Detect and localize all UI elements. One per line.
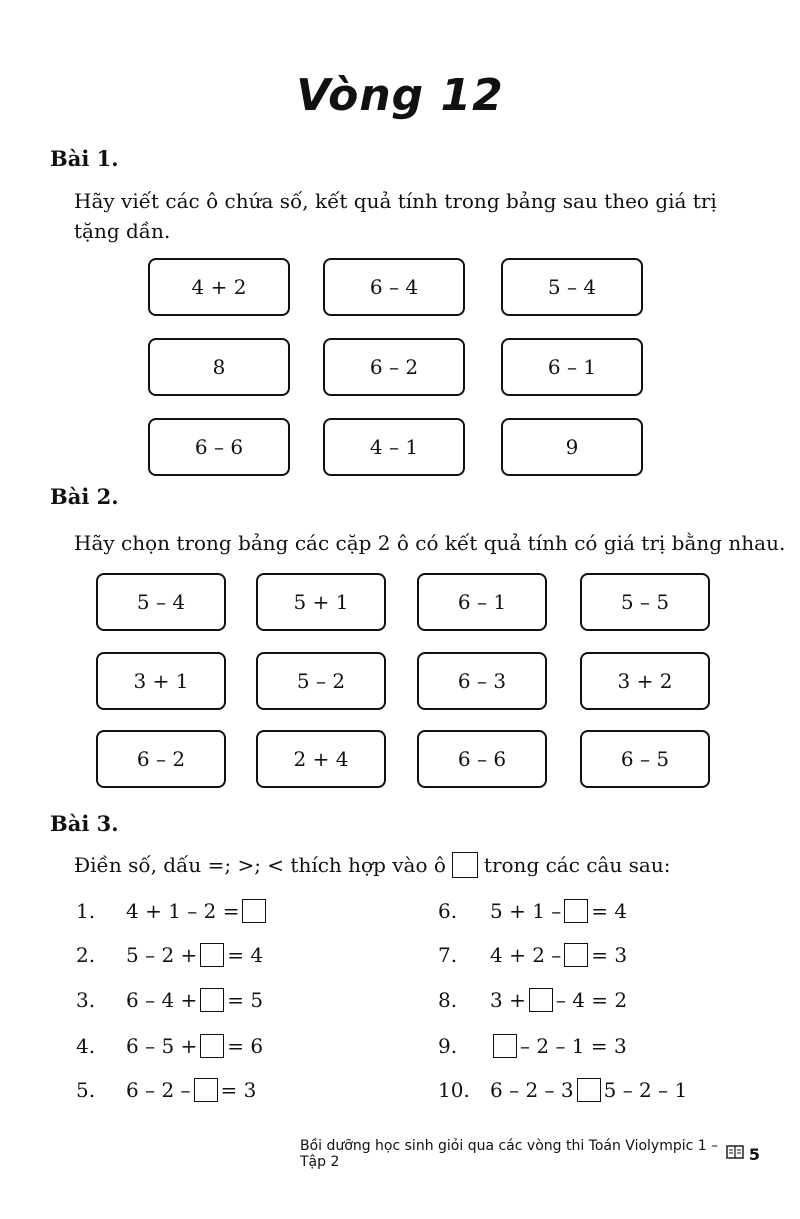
item-expression-right: = 4 <box>227 943 264 967</box>
item-expression-left: 6 – 5 + <box>126 1034 198 1058</box>
answer-box-6[interactable] <box>564 899 588 923</box>
footer-text: Bồi dưỡng học sinh giỏi qua các vòng thi Toán Violympic 1 – Tập 2 <box>300 1138 719 1170</box>
bai1-box-6: 6 – 1 <box>501 338 643 396</box>
bai2-box-3: 6 – 1 <box>417 573 547 631</box>
item-number: 2. <box>76 943 96 967</box>
item-number: 7. <box>438 943 458 967</box>
item-expression-left: 4 + 2 – <box>490 943 562 967</box>
bai3-item-3 <box>76 985 263 1015</box>
item-expression-right: = 6 <box>227 1034 264 1058</box>
page-title: Vòng 12 <box>296 70 504 121</box>
bai3-heading: Bài 3. <box>50 811 119 836</box>
bai3-item-7 <box>438 940 627 970</box>
item-expression-right: = 5 <box>227 988 264 1012</box>
page-number: 5 <box>748 1144 760 1164</box>
item-number: 8. <box>438 988 458 1012</box>
item-number: 5. <box>76 1078 96 1102</box>
item-number: 1. <box>76 899 96 923</box>
item-number: 3. <box>76 988 96 1012</box>
bai3-item-5 <box>76 1075 256 1105</box>
bai2-box-4: 5 – 5 <box>580 573 710 631</box>
bai1-box-4: 8 <box>148 338 290 396</box>
item-expression-left: 6 – 2 – 3 <box>490 1078 574 1102</box>
bai1-heading: Bài 1. <box>50 146 119 171</box>
bai1-box-3: 5 – 4 <box>501 258 643 316</box>
bai3-item-8 <box>438 985 627 1015</box>
bai1-box-8: 4 – 1 <box>323 418 465 476</box>
item-expression-left: 5 + 1 – <box>490 899 562 923</box>
item-expression-right: – 4 = 2 <box>555 988 628 1012</box>
answer-box-1[interactable] <box>242 899 266 923</box>
bai3-item-1 <box>76 896 269 926</box>
bai2-box-9: 6 – 2 <box>96 730 226 788</box>
bai3-item-6 <box>438 896 627 926</box>
bai2-box-7: 6 – 3 <box>417 652 547 710</box>
item-expression-right: = 3 <box>220 1078 257 1102</box>
bai2-box-10: 2 + 4 <box>256 730 386 788</box>
item-expression-left: 5 – 2 + <box>126 943 198 967</box>
bai2-box-8: 3 + 2 <box>580 652 710 710</box>
bai1-box-2: 6 – 4 <box>323 258 465 316</box>
bai3-item-4 <box>76 1031 263 1061</box>
bai3-instruction-after: trong các câu sau: <box>483 853 671 877</box>
bai2-box-2: 5 + 1 <box>256 573 386 631</box>
bai1-box-7: 6 – 6 <box>148 418 290 476</box>
item-expression-left: 6 – 2 – <box>126 1078 191 1102</box>
answer-box-9[interactable] <box>493 1034 517 1058</box>
bai3-instruction-before: Điền số, dấu =; >; < thích hợp vào ô <box>74 853 446 877</box>
bai1-box-1: 4 + 2 <box>148 258 290 316</box>
item-number: 10. <box>438 1078 470 1102</box>
page-footer <box>300 1138 760 1170</box>
bai2-box-11: 6 – 6 <box>417 730 547 788</box>
answer-box-4[interactable] <box>200 1034 224 1058</box>
answer-box-8[interactable] <box>529 988 553 1012</box>
bai1-instruction-line2: tặng dần. <box>74 219 171 243</box>
bai3-item-2 <box>76 940 263 970</box>
bai2-heading: Bài 2. <box>50 484 119 509</box>
item-expression-left: 3 + <box>490 988 526 1012</box>
item-expression: 4 + 1 – 2 = <box>126 899 240 923</box>
answer-box-5[interactable] <box>194 1078 218 1102</box>
book-icon <box>726 1144 744 1164</box>
item-number: 9. <box>438 1034 458 1058</box>
bai2-box-6: 5 – 2 <box>256 652 386 710</box>
item-expression-right: 5 – 2 – 1 <box>603 1078 688 1102</box>
item-number: 6. <box>438 899 458 923</box>
bai1-instruction-line1: Hãy viết các ô chứa số, kết quả tính trong bảng sau theo giá trị <box>74 189 717 213</box>
item-expression-right: = 3 <box>591 943 628 967</box>
answer-box-7[interactable] <box>564 943 588 967</box>
bai3-instruction <box>74 850 670 880</box>
answer-box-icon <box>452 852 478 878</box>
item-expression-right: = 4 <box>591 899 628 923</box>
bai2-box-12: 6 – 5 <box>580 730 710 788</box>
answer-box-10[interactable] <box>577 1078 601 1102</box>
item-expression-left: 6 – 4 + <box>126 988 198 1012</box>
answer-box-2[interactable] <box>200 943 224 967</box>
bai2-box-1: 5 – 4 <box>96 573 226 631</box>
bai1-box-5: 6 – 2 <box>323 338 465 396</box>
item-number: 4. <box>76 1034 96 1058</box>
answer-box-3[interactable] <box>200 988 224 1012</box>
bai2-instruction: Hãy chọn trong bảng các cặp 2 ô có kết quả tính có giá trị bằng nhau. <box>74 531 786 555</box>
bai2-box-5: 3 + 1 <box>96 652 226 710</box>
bai3-item-9 <box>438 1031 627 1061</box>
item-expression-right: – 2 – 1 = 3 <box>520 1034 627 1058</box>
bai3-item-10 <box>438 1075 687 1105</box>
bai1-box-9: 9 <box>501 418 643 476</box>
